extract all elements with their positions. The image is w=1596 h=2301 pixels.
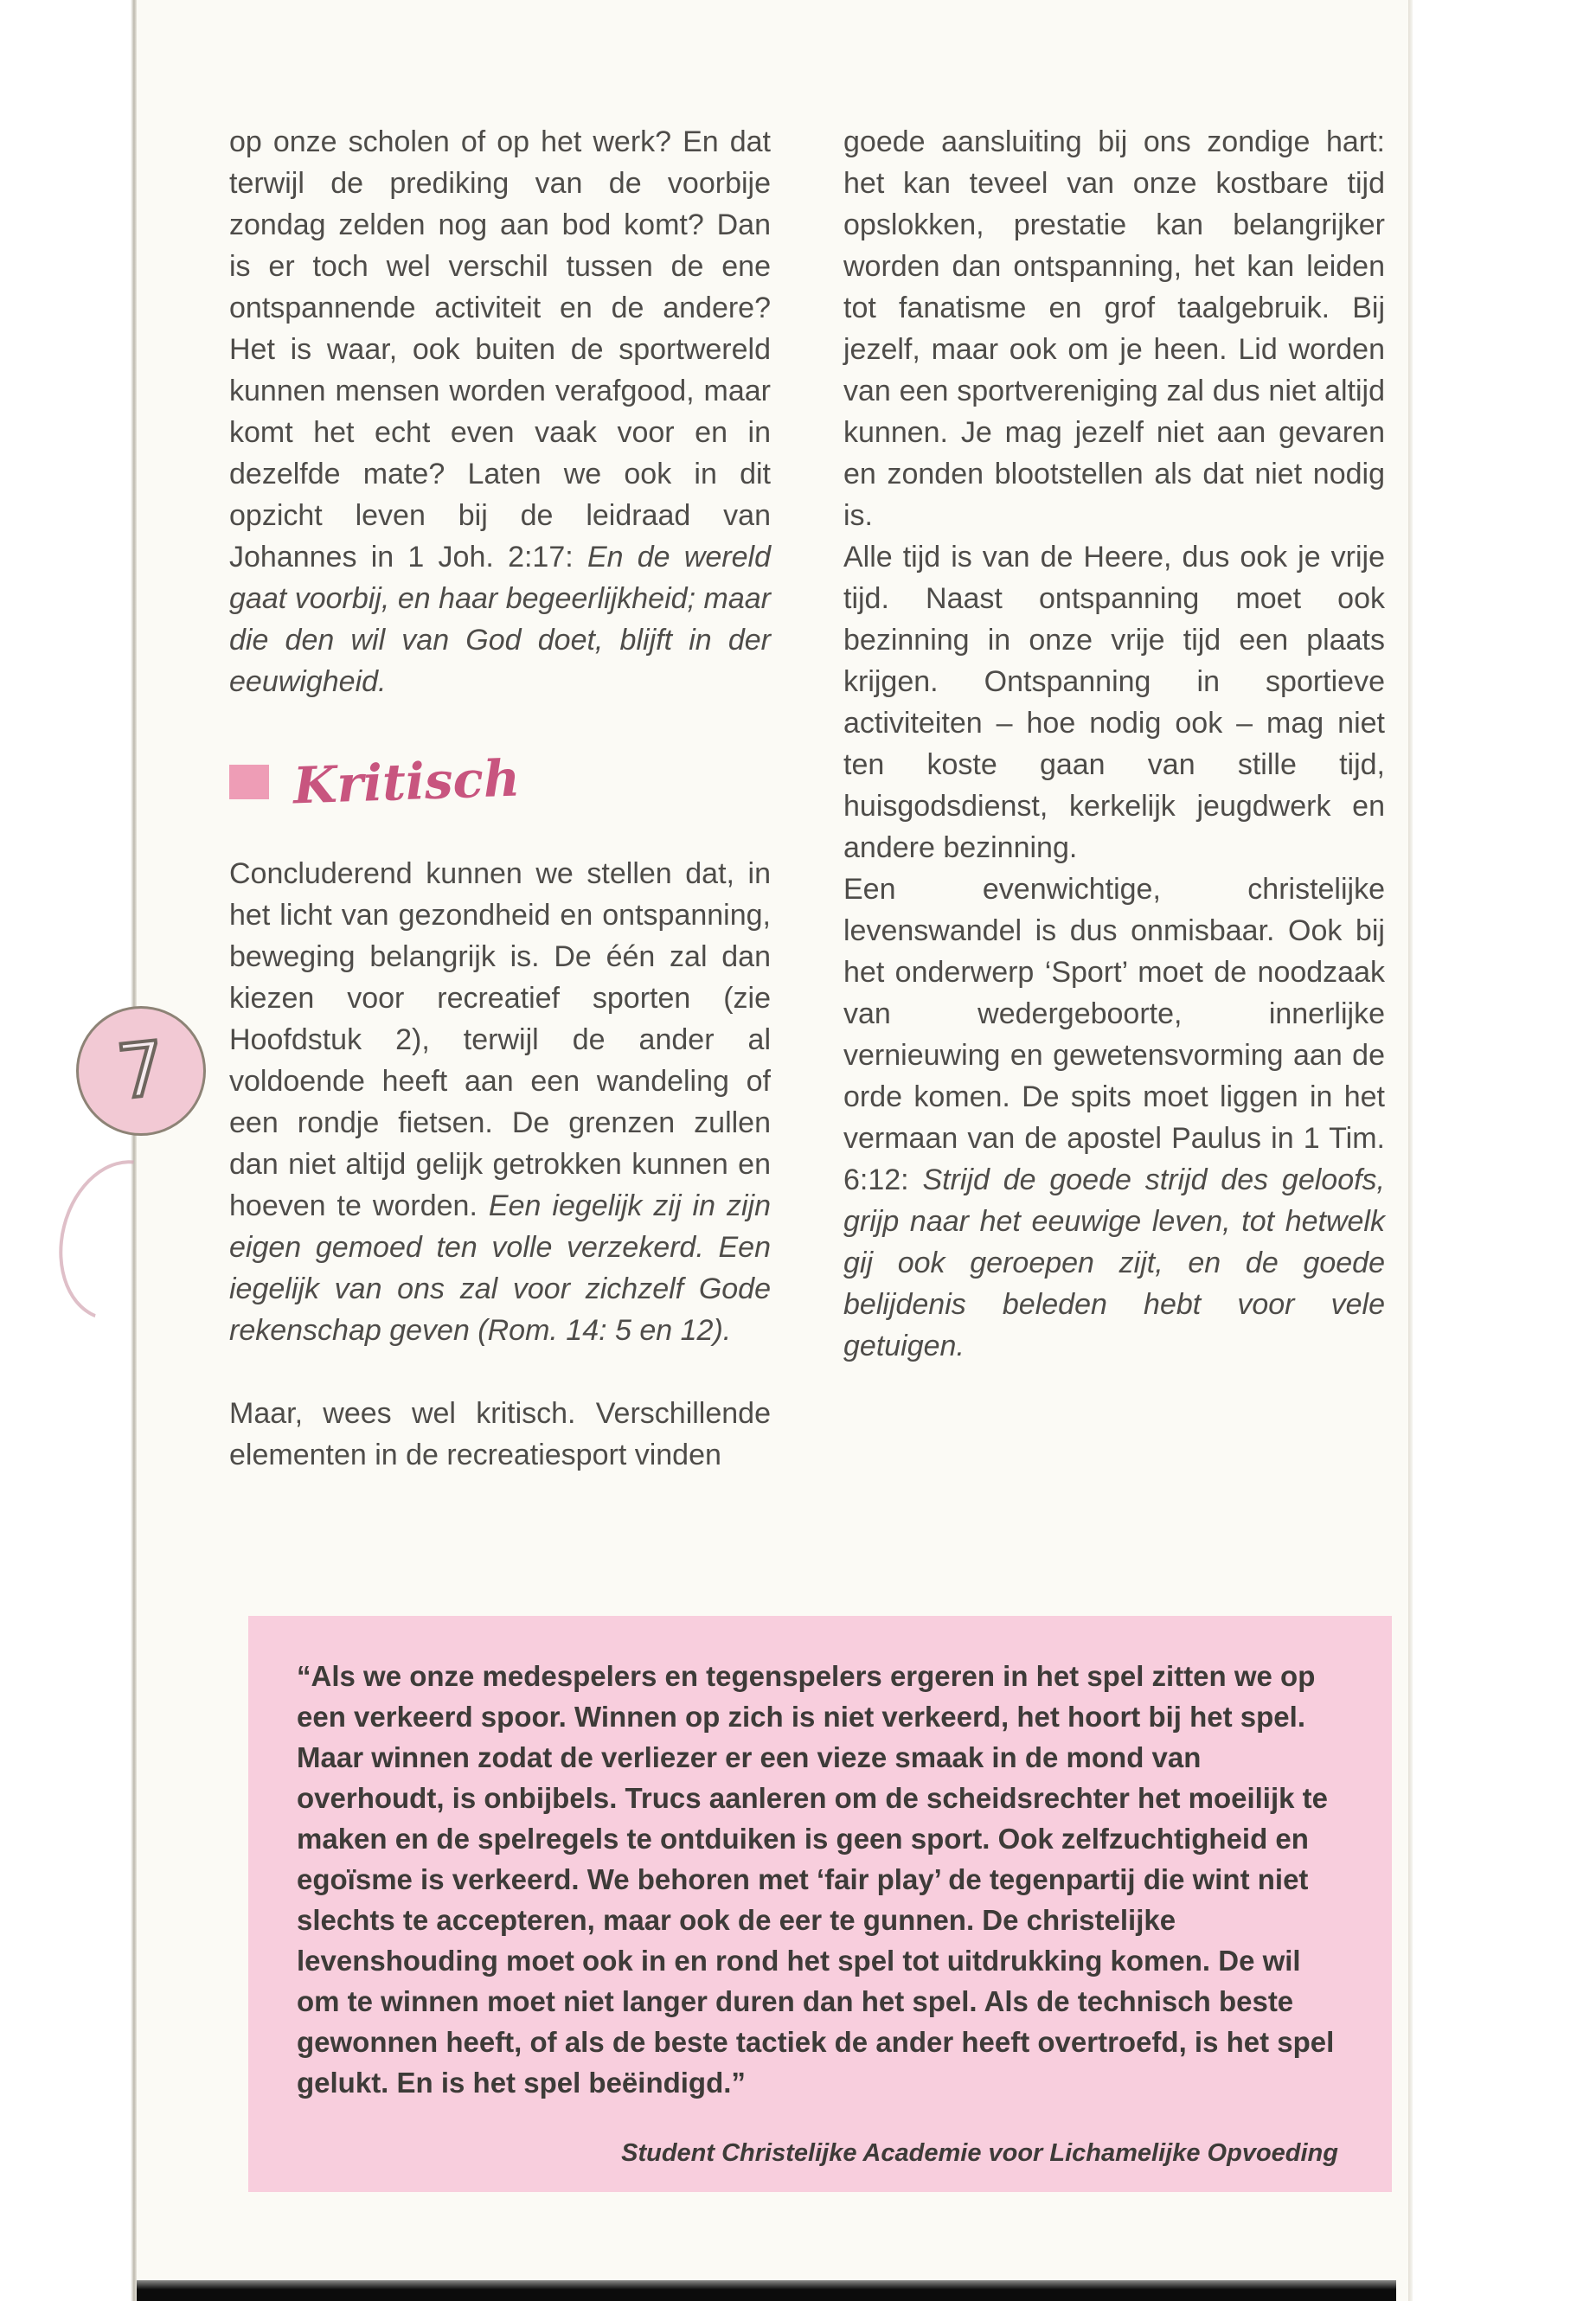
- section-heading-row: [229, 748, 771, 816]
- page-right-edge: [1408, 0, 1413, 2301]
- pink-square-bullet-icon: [229, 765, 269, 799]
- left-column: [229, 121, 771, 1476]
- quote-box: [248, 1616, 1392, 2192]
- paragraph-scholen: [229, 121, 771, 702]
- paragraph-evenwichtig-text: Een evenwichtige, christelijke levenswandel is dus onmisbaar. Ook bij het onderwerp ‘Sport’ moet de noodzaak van wedergeboorte, innerlijke vernieuwing en gewetensvorming aan de orde komen. De spits moet liggen in het vermaan van de apostel Paulus in 1 Tim. 6:12:: [843, 873, 1385, 1196]
- scan-bottom-edge: [137, 2280, 1396, 2301]
- page-left-edge: [131, 0, 137, 2301]
- paragraph-aansluiting: goede aansluiting bij ons zondige hart: het kan teveel van onze kostbare tijd opslokken, prestatie kan belangrijker worden dan ontspanning, het kan leiden tot fanatisme en grof taalgebruik. Bij jezelf, maar ook om je heen. Lid worden van een sportvereniging zal dus niet altijd kunnen. Je mag jezelf niet aan gevaren en zonden blootstellen als dat niet nodig is.: [843, 125, 1385, 532]
- chapter-tab: [76, 1006, 206, 1136]
- paragraph-concluderend: [229, 853, 771, 1351]
- paragraph-evenwichtig: [843, 868, 1385, 1367]
- paragraph-alle-tijd: Alle tijd is van de Heere, dus ook je vrije tijd. Naast ontspanning moet ook bezinning in onze vrije tijd een plaats krijgen. Ontspanning in sportieve activiteiten – hoe nodig ook – mag niet ten koste gaan van stille tijd, huisgodsdienst, kerkelijk jeugdwerk en andere bezinning.: [843, 541, 1385, 864]
- bible-quote-romeinen: Een iegelijk zij in zijn eigen gemoed ten volle verzekerd. Een iegelijk van ons zal voor zichzelf Gode rekenschap geven (Rom. 14: 5 en 12).: [229, 1189, 772, 1347]
- bible-quote-johannes: En de wereld gaat voorbij, en haar begeerlijkheid; maar die den wil van God doet, blijft in der eeuwigheid.: [229, 541, 771, 698]
- section-heading: Kritisch: [292, 748, 522, 816]
- quote-attribution: Student Christelijke Academie voor Lichamelijke Opvoeding: [621, 2139, 1338, 2167]
- paragraph-scholen-text: op onze scholen of op het werk? En dat terwijl de prediking van de voorbije zondag zelden nog aan bod komt? Dan is er toch wel verschil tussen de ene ontspannende activiteit en de andere? Het is waar, ook buiten de sportwereld kunnen mensen worden verafgood, maar komt het echt even vaak voor en in dezelfde mate? Laten we ook in dit opzicht leven bij de leidraad van Johannes in 1 Joh. 2:17:: [229, 125, 771, 574]
- paragraph-concluderend-text: Concluderend kunnen we stellen dat, in het licht van gezondheid en ontspanning, beweging belangrijk is. De één zal dan kiezen voor recreatief sporten (zie Hoofdstuk 2), terwijl de ander al voldoende heeft aan een wandeling of een rondje fietsen. De grenzen zullen dan niet altijd gelijk getrokken kunnen en hoeven te worden.: [229, 857, 771, 1222]
- paragraph-kritisch-intro: Maar, wees wel kritisch. Verschillende elementen in de recreatiesport vinden: [229, 1397, 771, 1471]
- right-column: [843, 121, 1385, 1367]
- bible-quote-timotheus: Strijd de goede strijd des geloofs, grijp naar het eeuwige leven, tot hetwelk gij ook geroepen zijt, en de goede belijdenis beleden hebt voor vele getuigen.: [843, 1163, 1385, 1362]
- quote-text: “Als we onze medespelers en tegenspelers ergeren in het spel zitten we op een verkeerd spoor. Winnen op zich is niet verkeerd, het hoort bij het spel. Maar winnen zodat de verliezer er een vieze smaak in de mond van overhoudt, is onbijbels. Trucs aanleren om de scheidsrechter het moeilijk te maken en de spelregels te ontduiken is geen sport. Ook zelfzuchtigheid en egoïsme is verkeerd. We behoren met ‘fair play’ de tegenpartij die wint niet slechts te accepteren, maar ook de eer te gunnen. De christelijke levenshouding moet ook in en rond het spel tot uitdrukking komen. De wil om te winnen moet niet langer duren dan het spel. Als de technisch beste gewonnen heeft, of als de beste tactiek de ander heeft overtroefd, is het spel gelukt. En is het spel beëindigd.”: [297, 1660, 1335, 2099]
- chapter-number: 7: [112, 1025, 170, 1117]
